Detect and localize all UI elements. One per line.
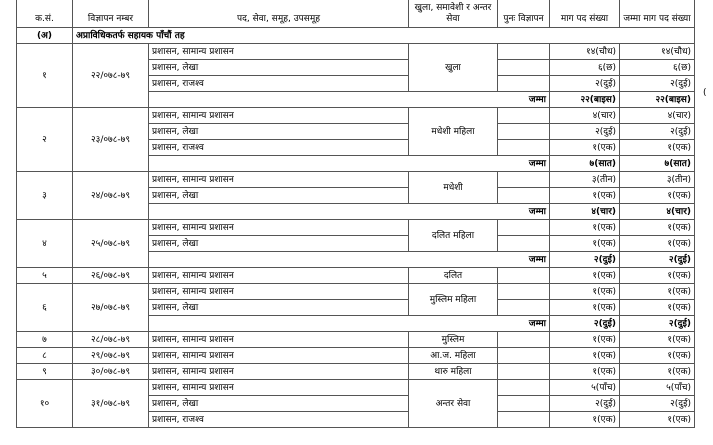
post-cell: प्रशासन, सामान्य प्रशासन (149, 172, 409, 188)
subtotal-demand: २(दुई) (550, 316, 620, 332)
table-row (17, 348, 695, 364)
re-ad-cell (498, 172, 550, 188)
section-row (17, 28, 695, 44)
demand-cell: १४(चौध) (550, 44, 620, 60)
post-cell: प्रशासन, सामान्य प्रशासन (149, 364, 409, 380)
ad-number-cell: २४/०७८-७९ (73, 172, 149, 220)
total-demand-cell: १(एक) (620, 188, 695, 204)
post-cell: प्रशासन, लेखा (149, 236, 409, 252)
table-row (17, 172, 695, 188)
post-cell: प्रशासन, राजश्व (149, 76, 409, 92)
table-row (17, 284, 695, 300)
ad-number-cell: २६/०७८-७९ (73, 268, 149, 284)
re-ad-cell (498, 44, 550, 60)
demand-cell: १(एक) (550, 284, 620, 300)
total-demand-cell: १(एक) (620, 412, 695, 428)
demand-cell: १(एक) (550, 140, 620, 156)
demand-cell: १(एक) (550, 412, 620, 428)
header-demand: माग पद संख्या (550, 0, 620, 28)
demand-cell: ४(चार) (550, 108, 620, 124)
table-row (17, 380, 695, 396)
re-ad-cell (498, 284, 550, 300)
vacancy-table (16, 0, 695, 428)
ad-number-cell: २३/०७८-७९ (73, 108, 149, 172)
group-cell: मधेशी महिला (409, 108, 498, 156)
table-row (17, 44, 695, 60)
post-cell: प्रशासन, सामान्य प्रशासन (149, 284, 409, 300)
re-ad-cell (498, 108, 550, 124)
subtotal-total-demand: ४(चार) (620, 204, 695, 220)
re-ad-cell (498, 300, 550, 316)
demand-cell: १(एक) (550, 364, 620, 380)
group-cell: आ.ज. महिला (409, 348, 498, 364)
serial-number-cell: १ (17, 44, 73, 108)
table-row (17, 364, 695, 380)
header-row (17, 0, 695, 28)
demand-cell: १(एक) (550, 188, 620, 204)
re-ad-cell (498, 124, 550, 140)
subtotal-label: जम्मा (149, 252, 550, 268)
demand-cell: १(एक) (550, 220, 620, 236)
total-demand-cell: २(दुई) (620, 76, 695, 92)
section-title: अप्राविधिकतर्फ सहायक पाँचौं तह (73, 28, 695, 44)
total-demand-cell: १(एक) (620, 220, 695, 236)
post-cell: प्रशासन, लेखा (149, 124, 409, 140)
post-cell: प्रशासन, सामान्य प्रशासन (149, 332, 409, 348)
post-cell: प्रशासन, लेखा (149, 396, 409, 412)
subtotal-demand: २(दुई) (550, 252, 620, 268)
table-body (17, 44, 695, 428)
group-cell: दलित (409, 268, 498, 284)
header-serial: क.सं. (17, 0, 73, 28)
subtotal-total-demand: २२(बाइस) (620, 92, 695, 108)
post-cell: प्रशासन, लेखा (149, 188, 409, 204)
re-ad-cell (498, 140, 550, 156)
ad-number-cell: ३०/०७८-७९ (73, 364, 149, 380)
demand-cell: २(दुई) (550, 76, 620, 92)
section-label: (अ) (17, 28, 73, 44)
re-ad-cell (498, 60, 550, 76)
group-cell: दलित महिला (409, 220, 498, 252)
re-ad-cell (498, 268, 550, 284)
ad-number-cell: ३१/०७८-७९ (73, 380, 149, 428)
group-cell: मुस्लिम महिला (409, 284, 498, 316)
serial-number-cell: ४ (17, 220, 73, 268)
total-demand-cell: १(एक) (620, 332, 695, 348)
total-demand-cell: २(दुई) (620, 396, 695, 412)
demand-cell: २(दुई) (550, 396, 620, 412)
header-total-demand: जम्मा माग पद संख्या (620, 0, 695, 28)
re-ad-cell (498, 396, 550, 412)
re-ad-cell (498, 380, 550, 396)
table-row (17, 220, 695, 236)
ad-number-cell: २२/०७८-७९ (73, 44, 149, 108)
re-ad-cell (498, 412, 550, 428)
post-cell: प्रशासन, सामान्य प्रशासन (149, 44, 409, 60)
table-row (17, 268, 695, 284)
total-demand-cell: २(दुई) (620, 124, 695, 140)
serial-number-cell: ७ (17, 332, 73, 348)
group-cell: मुस्लिम (409, 332, 498, 348)
re-ad-cell (498, 364, 550, 380)
re-ad-cell (498, 220, 550, 236)
vacancy-table-sheet (16, 0, 694, 428)
serial-number-cell: ८ (17, 348, 73, 364)
group-cell: मधेशी (409, 172, 498, 204)
total-demand-cell: १(एक) (620, 348, 695, 364)
total-demand-cell: १(एक) (620, 284, 695, 300)
demand-cell: ३(तीन) (550, 172, 620, 188)
subtotal-label: जम्मा (149, 204, 550, 220)
post-cell: प्रशासन, सामान्य प्रशासन (149, 108, 409, 124)
edge-mark: ( (703, 88, 707, 98)
demand-cell: १(एक) (550, 268, 620, 284)
demand-cell: ५(पाँच) (550, 380, 620, 396)
subtotal-total-demand: २(दुई) (620, 252, 695, 268)
total-demand-cell: १(एक) (620, 140, 695, 156)
serial-number-cell: ५ (17, 268, 73, 284)
post-cell: प्रशासन, सामान्य प्रशासन (149, 220, 409, 236)
re-ad-cell (498, 76, 550, 92)
total-demand-cell: ४(चार) (620, 108, 695, 124)
header-group: खुला, समावेशी र अन्तर सेवा (409, 0, 498, 28)
total-demand-cell: ३(तीन) (620, 172, 695, 188)
serial-number-cell: १० (17, 380, 73, 428)
post-cell: प्रशासन, सामान्य प्रशासन (149, 348, 409, 364)
total-demand-cell: ५(पाँच) (620, 380, 695, 396)
ad-number-cell: २९/०७८-७९ (73, 348, 149, 364)
post-cell: प्रशासन, सामान्य प्रशासन (149, 380, 409, 396)
subtotal-demand: ७(सात) (550, 156, 620, 172)
total-demand-cell: १(एक) (620, 300, 695, 316)
demand-cell: १(एक) (550, 236, 620, 252)
ad-number-cell: २७/०७८-७९ (73, 284, 149, 332)
serial-number-cell: २ (17, 108, 73, 172)
total-demand-cell: १(एक) (620, 364, 695, 380)
subtotal-demand: २२(बाइस) (550, 92, 620, 108)
total-demand-cell: १(एक) (620, 268, 695, 284)
post-cell: प्रशासन, लेखा (149, 60, 409, 76)
subtotal-demand: ४(चार) (550, 204, 620, 220)
demand-cell: ६(छ) (550, 60, 620, 76)
total-demand-cell: १(एक) (620, 236, 695, 252)
total-demand-cell: १४(चौध) (620, 44, 695, 60)
ad-number-cell: २५/०७८-७९ (73, 220, 149, 268)
header-re-ad: पुनः विज्ञापन (498, 0, 550, 28)
header-ad-number: विज्ञापन नम्बर (73, 0, 149, 28)
post-cell: प्रशासन, राजश्व (149, 140, 409, 156)
table-row (17, 332, 695, 348)
subtotal-label: जम्मा (149, 156, 550, 172)
re-ad-cell (498, 348, 550, 364)
post-cell: प्रशासन, सामान्य प्रशासन (149, 268, 409, 284)
demand-cell: २(दुई) (550, 124, 620, 140)
re-ad-cell (498, 236, 550, 252)
demand-cell: १(एक) (550, 300, 620, 316)
demand-cell: १(एक) (550, 332, 620, 348)
subtotal-label: जम्मा (149, 316, 550, 332)
total-demand-cell: ६(छ) (620, 60, 695, 76)
post-cell: प्रशासन, राजश्व (149, 412, 409, 428)
ad-number-cell: २८/०७८-७९ (73, 332, 149, 348)
subtotal-total-demand: २(दुई) (620, 316, 695, 332)
group-cell: अन्तर सेवा (409, 380, 498, 428)
post-cell: प्रशासन, लेखा (149, 300, 409, 316)
group-cell: थारु महिला (409, 364, 498, 380)
table-row (17, 108, 695, 124)
subtotal-label: जम्मा (149, 92, 550, 108)
demand-cell: १(एक) (550, 348, 620, 364)
header-post: पद, सेवा, समूह, उपसमूह (149, 0, 409, 28)
re-ad-cell (498, 188, 550, 204)
serial-number-cell: ३ (17, 172, 73, 220)
serial-number-cell: ९ (17, 364, 73, 380)
group-cell: खुला (409, 44, 498, 92)
subtotal-total-demand: ७(सात) (620, 156, 695, 172)
serial-number-cell: ६ (17, 284, 73, 332)
re-ad-cell (498, 332, 550, 348)
